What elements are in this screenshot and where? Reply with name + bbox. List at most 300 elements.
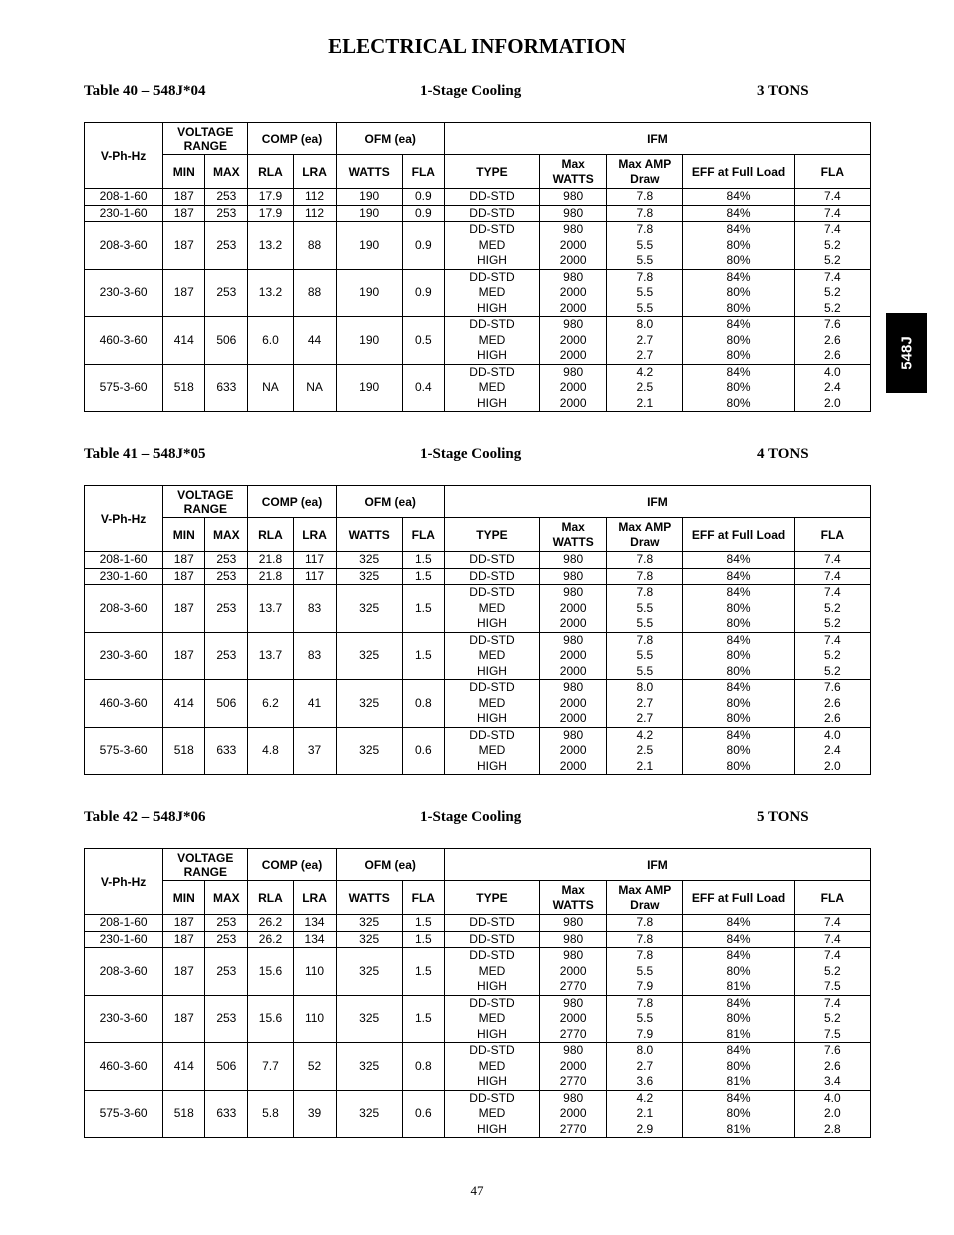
cell-comp-rla: 26.2 — [248, 931, 293, 948]
cell-ofm-fla: 0.9 — [402, 269, 444, 317]
col-header-max-watts: Max WATTS — [540, 155, 607, 189]
table-caption — [84, 446, 871, 466]
cell-ifm-max-watts: 2000 — [540, 396, 607, 412]
cell-ifm-type: DD-STD — [444, 568, 539, 585]
cell-voltage-min: 187 — [163, 915, 205, 932]
cell-ifm-type: DD-STD — [444, 995, 539, 1011]
col-header-max: MAX — [205, 881, 248, 915]
cell-ifm-max-watts: 2000 — [540, 648, 607, 664]
table-tons: 5 TONS — [757, 809, 809, 825]
col-header-vph: V-Ph-Hz — [85, 486, 163, 552]
cell-ifm-type: DD-STD — [444, 222, 539, 238]
cell-ifm-type: HIGH — [444, 1027, 539, 1043]
cell-voltage-min: 518 — [163, 727, 205, 775]
col-header-ofm: OFM (ea) — [336, 849, 444, 881]
col-header-max-watts: Max WATTS — [540, 518, 607, 552]
cell-ifm-max-amp: 5.5 — [607, 648, 683, 664]
cell-ifm-fla: 2.8 — [794, 1122, 870, 1138]
cell-ifm-eff: 84% — [683, 632, 794, 648]
cell-ifm-fla: 7.6 — [794, 1043, 870, 1059]
cell-ofm-watts: 325 — [336, 680, 402, 728]
cell-ifm-eff: 84% — [683, 568, 794, 585]
table-row — [85, 552, 871, 569]
cell-ifm-max-amp: 7.8 — [607, 585, 683, 601]
cell-ofm-watts: 190 — [336, 269, 402, 317]
cell-ifm-eff: 80% — [683, 348, 794, 364]
cell-ifm-fla: 5.2 — [794, 253, 870, 269]
cell-ofm-watts: 190 — [336, 222, 402, 270]
cell-ifm-type: DD-STD — [444, 364, 539, 380]
cell-ifm-max-amp: 4.2 — [607, 1090, 683, 1106]
col-header-fla: FLA — [402, 518, 444, 552]
cell-ifm-eff: 81% — [683, 1027, 794, 1043]
cell-ifm-max-amp: 8.0 — [607, 680, 683, 696]
cell-comp-rla: 17.9 — [248, 205, 293, 222]
col-header-ifm: IFM — [444, 849, 870, 881]
cell-ofm-watts: 190 — [336, 364, 402, 412]
cell-ofm-watts: 325 — [336, 585, 402, 633]
cell-ifm-max-amp: 5.5 — [607, 616, 683, 632]
cell-comp-rla: 6.2 — [248, 680, 293, 728]
col-header-vph: V-Ph-Hz — [85, 849, 163, 915]
cell-comp-lra: 88 — [293, 269, 336, 317]
cell-ifm-eff: 80% — [683, 396, 794, 412]
cell-voltage-min: 414 — [163, 680, 205, 728]
cell-ifm-type: MED — [444, 380, 539, 396]
cell-ifm-eff: 80% — [683, 1059, 794, 1075]
electrical-table — [84, 122, 871, 412]
cell-ifm-max-amp: 7.8 — [607, 205, 683, 222]
cell-ifm-eff: 80% — [683, 253, 794, 269]
table-row — [85, 205, 871, 222]
cell-voltage-max: 253 — [205, 205, 248, 222]
cell-ifm-fla: 2.6 — [794, 1059, 870, 1075]
cell-ifm-max-watts: 980 — [540, 269, 607, 285]
cell-ofm-fla: 1.5 — [402, 995, 444, 1043]
col-header-rla: RLA — [248, 518, 293, 552]
cell-ofm-fla: 0.9 — [402, 189, 444, 206]
cell-ifm-max-amp: 2.7 — [607, 696, 683, 712]
header-row — [85, 849, 871, 881]
col-header-fla: FLA — [402, 155, 444, 189]
cell-ifm-type: MED — [444, 1011, 539, 1027]
cell-ifm-type: DD-STD — [444, 205, 539, 222]
cell-voltage-max: 633 — [205, 727, 248, 775]
cell-ifm-fla: 5.2 — [794, 1011, 870, 1027]
cell-ifm-fla: 7.4 — [794, 585, 870, 601]
cell-ifm-fla: 2.6 — [794, 333, 870, 349]
cell-ifm-max-watts: 980 — [540, 585, 607, 601]
cell-comp-lra: 134 — [293, 915, 336, 932]
cell-ifm-max-watts: 2770 — [540, 1122, 607, 1138]
col-header-eff-full-load: EFF at Full Load — [683, 881, 794, 915]
cell-ifm-fla: 2.6 — [794, 696, 870, 712]
cell-ofm-watts: 325 — [336, 568, 402, 585]
cell-voltage-min: 187 — [163, 205, 205, 222]
cell-ifm-max-watts: 980 — [540, 915, 607, 932]
table-row — [85, 317, 871, 333]
cell-ifm-eff: 80% — [683, 238, 794, 254]
cell-ifm-eff: 84% — [683, 364, 794, 380]
col-header-voltage-range: VOLTAGE RANGE — [163, 486, 248, 518]
cell-comp-rla: 15.6 — [248, 995, 293, 1043]
col-header-ofm: OFM (ea) — [336, 123, 444, 155]
cell-ifm-max-watts: 980 — [540, 222, 607, 238]
cell-ifm-max-watts: 980 — [540, 552, 607, 569]
col-header-comp: COMP (ea) — [248, 486, 336, 518]
cell-ifm-eff: 80% — [683, 664, 794, 680]
cell-ofm-fla: 1.5 — [402, 568, 444, 585]
cell-ifm-max-amp: 2.1 — [607, 396, 683, 412]
cell-ifm-max-watts: 2000 — [540, 1011, 607, 1027]
electrical-table — [84, 848, 871, 1138]
col-header-lra: LRA — [293, 881, 336, 915]
section-side-tab — [886, 313, 927, 393]
cell-ifm-eff: 81% — [683, 1074, 794, 1090]
cell-ifm-max-amp: 5.5 — [607, 285, 683, 301]
cell-ifm-max-amp: 7.8 — [607, 948, 683, 964]
cell-ifm-eff: 84% — [683, 205, 794, 222]
cell-comp-lra: 110 — [293, 948, 336, 996]
cell-voltage-min: 187 — [163, 585, 205, 633]
cell-ifm-fla: 7.4 — [794, 931, 870, 948]
table-row — [85, 948, 871, 964]
cell-ofm-fla: 0.9 — [402, 205, 444, 222]
col-header-comp: COMP (ea) — [248, 123, 336, 155]
cell-ifm-type: DD-STD — [444, 317, 539, 333]
cell-ofm-watts: 190 — [336, 189, 402, 206]
cell-ifm-max-watts: 2000 — [540, 616, 607, 632]
cell-ofm-fla: 0.5 — [402, 317, 444, 365]
cell-ofm-watts: 190 — [336, 317, 402, 365]
cell-voltage-max: 253 — [205, 585, 248, 633]
cell-ifm-max-watts: 980 — [540, 680, 607, 696]
cell-ifm-eff: 84% — [683, 269, 794, 285]
cell-ofm-fla: 0.9 — [402, 222, 444, 270]
cell-ifm-type: HIGH — [444, 616, 539, 632]
col-header-min: MIN — [163, 155, 205, 189]
table-row — [85, 1090, 871, 1106]
cell-ifm-type: MED — [444, 1106, 539, 1122]
cell-ifm-type: HIGH — [444, 664, 539, 680]
cell-ifm-fla: 5.2 — [794, 301, 870, 317]
cell-ifm-fla: 5.2 — [794, 648, 870, 664]
cell-ifm-type: HIGH — [444, 348, 539, 364]
cell-comp-lra: 88 — [293, 222, 336, 270]
cell-ifm-fla: 7.6 — [794, 680, 870, 696]
cell-ifm-max-amp: 7.9 — [607, 1027, 683, 1043]
cell-ifm-eff: 80% — [683, 301, 794, 317]
cell-voltage-max: 253 — [205, 269, 248, 317]
cell-ifm-eff: 84% — [683, 1043, 794, 1059]
cell-ifm-fla: 7.4 — [794, 269, 870, 285]
cell-ifm-max-watts: 2000 — [540, 759, 607, 775]
col-header-voltage-range: VOLTAGE RANGE — [163, 123, 248, 155]
cell-ofm-fla: 0.8 — [402, 1043, 444, 1091]
cell-ifm-eff: 84% — [683, 317, 794, 333]
cell-ifm-eff: 84% — [683, 680, 794, 696]
col-header-type: TYPE — [444, 881, 539, 915]
cell-vph: 460-3-60 — [85, 317, 163, 365]
cell-ifm-type: DD-STD — [444, 585, 539, 601]
cell-ifm-type: DD-STD — [444, 948, 539, 964]
cell-comp-rla: 21.8 — [248, 568, 293, 585]
cell-ifm-type: HIGH — [444, 1074, 539, 1090]
cell-comp-lra: 112 — [293, 189, 336, 206]
cell-comp-lra: NA — [293, 364, 336, 412]
col-header-watts: WATTS — [336, 155, 402, 189]
cell-ifm-type: DD-STD — [444, 269, 539, 285]
table-stage: 1-Stage Cooling — [420, 809, 522, 825]
cell-vph: 230-3-60 — [85, 995, 163, 1043]
cell-ifm-max-amp: 5.5 — [607, 238, 683, 254]
cell-vph: 208-1-60 — [85, 915, 163, 932]
cell-ifm-eff: 80% — [683, 759, 794, 775]
cell-ofm-fla: 1.5 — [402, 552, 444, 569]
cell-ifm-eff: 80% — [683, 601, 794, 617]
col-header-ifm: IFM — [444, 486, 870, 518]
cell-ifm-max-watts: 2000 — [540, 253, 607, 269]
cell-ifm-type: MED — [444, 964, 539, 980]
cell-comp-rla: 4.8 — [248, 727, 293, 775]
cell-voltage-min: 187 — [163, 931, 205, 948]
cell-ifm-eff: 84% — [683, 931, 794, 948]
cell-ifm-type: MED — [444, 601, 539, 617]
cell-ifm-fla: 7.4 — [794, 552, 870, 569]
cell-ifm-type: DD-STD — [444, 632, 539, 648]
col-header-eff-full-load: EFF at Full Load — [683, 518, 794, 552]
col-header-max-amp-draw: Max AMP Draw — [607, 518, 683, 552]
cell-voltage-min: 518 — [163, 364, 205, 412]
cell-ifm-fla: 7.4 — [794, 568, 870, 585]
cell-comp-lra: 39 — [293, 1090, 336, 1138]
cell-ifm-type: HIGH — [444, 711, 539, 727]
cell-ifm-fla: 5.2 — [794, 601, 870, 617]
cell-voltage-max: 506 — [205, 680, 248, 728]
cell-voltage-max: 506 — [205, 317, 248, 365]
cell-voltage-max: 253 — [205, 568, 248, 585]
cell-ifm-eff: 84% — [683, 915, 794, 932]
cell-ifm-eff: 80% — [683, 333, 794, 349]
cell-ifm-max-watts: 980 — [540, 364, 607, 380]
cell-ifm-max-amp: 5.5 — [607, 253, 683, 269]
cell-ifm-type: DD-STD — [444, 931, 539, 948]
cell-ifm-fla: 5.2 — [794, 964, 870, 980]
cell-ifm-max-amp: 4.2 — [607, 364, 683, 380]
cell-voltage-min: 187 — [163, 568, 205, 585]
cell-ifm-max-amp: 7.8 — [607, 222, 683, 238]
cell-comp-lra: 41 — [293, 680, 336, 728]
cell-ifm-eff: 84% — [683, 552, 794, 569]
cell-ifm-fla: 5.2 — [794, 664, 870, 680]
cell-voltage-max: 253 — [205, 632, 248, 680]
cell-ifm-fla: 3.4 — [794, 1074, 870, 1090]
col-header-watts: WATTS — [336, 881, 402, 915]
cell-voltage-min: 187 — [163, 269, 205, 317]
cell-ifm-fla: 2.6 — [794, 348, 870, 364]
cell-ifm-max-amp: 5.5 — [607, 1011, 683, 1027]
cell-ifm-eff: 84% — [683, 585, 794, 601]
cell-ifm-type: HIGH — [444, 253, 539, 269]
cell-ifm-type: MED — [444, 1059, 539, 1075]
cell-ifm-eff: 80% — [683, 380, 794, 396]
cell-comp-lra: 44 — [293, 317, 336, 365]
cell-ifm-type: DD-STD — [444, 727, 539, 743]
cell-ifm-max-amp: 2.9 — [607, 1122, 683, 1138]
table-stage: 1-Stage Cooling — [420, 446, 522, 462]
cell-ofm-fla: 1.5 — [402, 931, 444, 948]
cell-ifm-eff: 80% — [683, 1011, 794, 1027]
cell-ifm-eff: 84% — [683, 948, 794, 964]
cell-ifm-fla: 2.4 — [794, 380, 870, 396]
table-row — [85, 568, 871, 585]
cell-ifm-max-amp: 7.8 — [607, 915, 683, 932]
header-row — [85, 123, 871, 155]
table-row — [85, 632, 871, 648]
cell-ifm-eff: 80% — [683, 1106, 794, 1122]
table-stage: 1-Stage Cooling — [420, 83, 522, 99]
table-row — [85, 269, 871, 285]
cell-ifm-fla: 7.6 — [794, 317, 870, 333]
cell-ifm-eff: 80% — [683, 648, 794, 664]
cell-ifm-fla: 7.4 — [794, 189, 870, 206]
cell-ifm-fla: 5.2 — [794, 616, 870, 632]
cell-voltage-max: 253 — [205, 915, 248, 932]
cell-voltage-min: 414 — [163, 1043, 205, 1091]
cell-voltage-max: 253 — [205, 222, 248, 270]
cell-ofm-watts: 190 — [336, 205, 402, 222]
cell-ifm-max-amp: 7.8 — [607, 552, 683, 569]
cell-ofm-fla: 0.6 — [402, 727, 444, 775]
cell-comp-rla: 13.2 — [248, 269, 293, 317]
col-header-type: TYPE — [444, 155, 539, 189]
cell-ifm-max-watts: 980 — [540, 727, 607, 743]
cell-comp-rla: 13.2 — [248, 222, 293, 270]
cell-ifm-eff: 84% — [683, 727, 794, 743]
table-row — [85, 915, 871, 932]
cell-comp-rla: 21.8 — [248, 552, 293, 569]
cell-ifm-eff: 84% — [683, 1090, 794, 1106]
cell-comp-lra: 117 — [293, 568, 336, 585]
cell-ifm-max-amp: 2.7 — [607, 1059, 683, 1075]
table-title: Table 42 – 548J*06 — [84, 809, 206, 825]
cell-ifm-max-amp: 5.5 — [607, 601, 683, 617]
cell-vph: 208-3-60 — [85, 222, 163, 270]
cell-comp-lra: 37 — [293, 727, 336, 775]
col-header-min: MIN — [163, 881, 205, 915]
cell-ifm-max-watts: 980 — [540, 995, 607, 1011]
table-row — [85, 931, 871, 948]
cell-ifm-max-amp: 5.5 — [607, 301, 683, 317]
col-header-rla: RLA — [248, 155, 293, 189]
cell-vph: 208-1-60 — [85, 189, 163, 206]
col-header-max: MAX — [205, 518, 248, 552]
cell-vph: 460-3-60 — [85, 680, 163, 728]
cell-comp-rla: 13.7 — [248, 585, 293, 633]
cell-ifm-max-watts: 2000 — [540, 743, 607, 759]
cell-voltage-min: 187 — [163, 995, 205, 1043]
cell-ofm-fla: 0.4 — [402, 364, 444, 412]
col-header-min: MIN — [163, 518, 205, 552]
cell-ifm-type: HIGH — [444, 396, 539, 412]
col-header-watts: WATTS — [336, 518, 402, 552]
cell-ifm-fla: 4.0 — [794, 1090, 870, 1106]
table-caption — [84, 83, 871, 103]
cell-ifm-max-watts: 2000 — [540, 1106, 607, 1122]
col-header-rla: RLA — [248, 881, 293, 915]
cell-ifm-type: HIGH — [444, 979, 539, 995]
col-header-max-amp-draw: Max AMP Draw — [607, 881, 683, 915]
cell-ofm-watts: 325 — [336, 632, 402, 680]
cell-ifm-eff: 81% — [683, 1122, 794, 1138]
cell-ifm-max-amp: 3.6 — [607, 1074, 683, 1090]
cell-ifm-max-amp: 5.5 — [607, 964, 683, 980]
col-header-ifm-fla: FLA — [794, 518, 870, 552]
cell-ifm-max-watts: 2000 — [540, 333, 607, 349]
cell-vph: 575-3-60 — [85, 1090, 163, 1138]
cell-ifm-max-amp: 4.2 — [607, 727, 683, 743]
cell-voltage-max: 253 — [205, 995, 248, 1043]
cell-ifm-max-amp: 7.8 — [607, 189, 683, 206]
cell-comp-lra: 83 — [293, 585, 336, 633]
cell-ifm-max-watts: 980 — [540, 1043, 607, 1059]
header-row — [85, 518, 871, 552]
cell-ifm-fla: 7.4 — [794, 915, 870, 932]
side-tab-label: 548J — [898, 336, 915, 370]
cell-comp-lra: 52 — [293, 1043, 336, 1091]
cell-ifm-max-watts: 980 — [540, 568, 607, 585]
page-title: ELECTRICAL INFORMATION — [328, 34, 626, 58]
cell-ifm-type: HIGH — [444, 759, 539, 775]
col-header-lra: LRA — [293, 155, 336, 189]
cell-ifm-max-watts: 2770 — [540, 979, 607, 995]
col-header-fla: FLA — [402, 881, 444, 915]
cell-ifm-fla: 7.5 — [794, 979, 870, 995]
col-header-vph: V-Ph-Hz — [85, 123, 163, 189]
cell-vph: 575-3-60 — [85, 727, 163, 775]
cell-ifm-max-watts: 2000 — [540, 964, 607, 980]
cell-ifm-fla: 7.4 — [794, 205, 870, 222]
cell-ifm-max-amp: 2.7 — [607, 333, 683, 349]
cell-ofm-fla: 0.8 — [402, 680, 444, 728]
cell-vph: 230-3-60 — [85, 632, 163, 680]
cell-ifm-max-watts: 980 — [540, 1090, 607, 1106]
cell-comp-rla: 17.9 — [248, 189, 293, 206]
cell-ofm-watts: 325 — [336, 1043, 402, 1091]
cell-ofm-fla: 1.5 — [402, 948, 444, 996]
cell-voltage-min: 187 — [163, 189, 205, 206]
cell-comp-lra: 83 — [293, 632, 336, 680]
cell-ifm-eff: 80% — [683, 743, 794, 759]
col-header-ofm: OFM (ea) — [336, 486, 444, 518]
cell-ifm-eff: 84% — [683, 995, 794, 1011]
table-title: Table 41 – 548J*05 — [84, 446, 206, 462]
cell-ifm-fla: 7.4 — [794, 222, 870, 238]
cell-ifm-fla: 4.0 — [794, 727, 870, 743]
col-header-type: TYPE — [444, 518, 539, 552]
cell-ifm-max-amp: 2.5 — [607, 743, 683, 759]
cell-ifm-max-watts: 980 — [540, 317, 607, 333]
cell-voltage-min: 187 — [163, 222, 205, 270]
cell-ifm-type: DD-STD — [444, 189, 539, 206]
cell-ofm-fla: 1.5 — [402, 915, 444, 932]
cell-ifm-fla: 5.2 — [794, 285, 870, 301]
cell-voltage-min: 414 — [163, 317, 205, 365]
cell-vph: 575-3-60 — [85, 364, 163, 412]
cell-ifm-type: MED — [444, 648, 539, 664]
col-header-ifm-fla: FLA — [794, 155, 870, 189]
cell-ifm-max-watts: 2000 — [540, 301, 607, 317]
